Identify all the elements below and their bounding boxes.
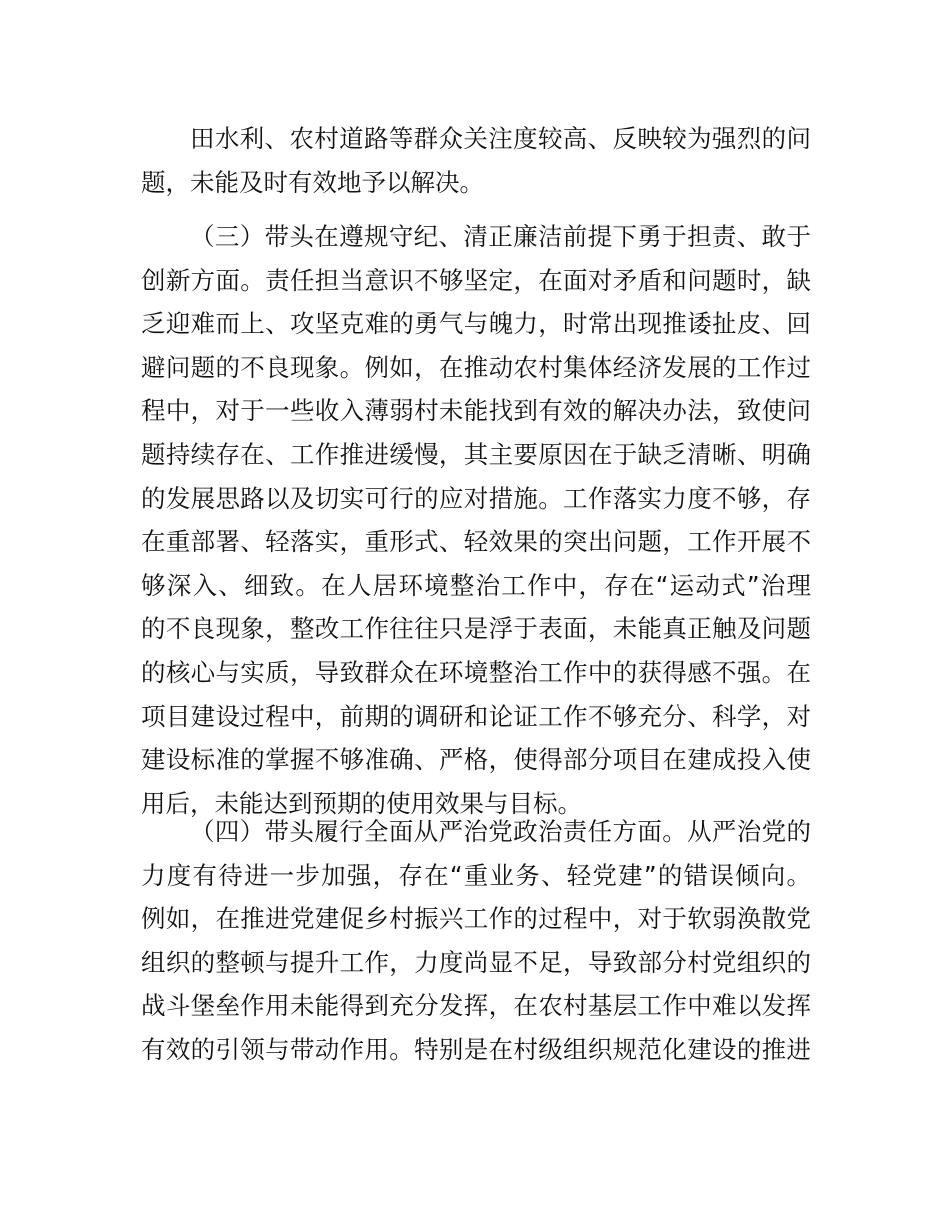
text-line: 有效的引领与带动作用。特别是在村级组织规范化建设的推进 <box>141 1034 811 1064</box>
text-line: 在重部署、轻落实，重形式、轻效果的突出问题，工作开展不 <box>141 527 811 557</box>
paragraph-continuation <box>141 117 811 204</box>
text-line: 的核心与实质，导致群众在环境整治工作中的获得感不强。在 <box>141 657 811 687</box>
text-line: 田水利、农村道路等群众关注度较高、反映较为强烈的问 <box>190 124 811 153</box>
text-line: 用后，未能达到预期的使用效果与目标。 <box>141 788 582 818</box>
text-line: 力度有待进一步加强，存在“重业务、轻党建”的错误倾向。 <box>141 860 811 890</box>
text-line: （四）带头履行全面从严治党政治责任方面。从严治党的 <box>190 817 811 846</box>
text-line: 够深入、细致。在人居环境整治工作中，存在“运动式”治理 <box>141 570 811 600</box>
text-line: 题持续存在、工作推进缓慢，其主要原因在于缺乏清晰、明确 <box>141 439 811 469</box>
text-line: 程中，对于一些收入薄弱村未能找到有效的解决办法，致使问 <box>141 396 811 426</box>
text-line: 创新方面。责任担当意识不够坚定，在面对矛盾和问题时，缺 <box>141 265 811 295</box>
text-line: 例如，在推进党建促乡村振兴工作的过程中，对于软弱涣散党 <box>141 904 811 934</box>
text-line: 组织的整顿与提升工作，力度尚显不足，导致部分村党组织的 <box>141 947 811 977</box>
text-line: 战斗堡垒作用未能得到充分发挥，在农村基层工作中难以发挥 <box>141 991 811 1021</box>
text-line: 项目建设过程中，前期的调研和论证工作不够充分、科学，对 <box>141 701 811 731</box>
text-line: 避问题的不良现象。例如，在推动农村集体经济发展的工作过 <box>141 352 811 382</box>
paragraph-section-three <box>141 215 811 825</box>
text-line: 的发展思路以及切实可行的应对措施。工作落实力度不够，存 <box>141 483 811 513</box>
text-line: 题，未能及时有效地予以解决。 <box>141 167 484 197</box>
text-line: 的不良现象，整改工作往往只是浮于表面，未能真正触及问题 <box>141 614 811 644</box>
paragraph-section-four <box>141 810 811 1072</box>
text-line: 乏迎难而上、攻坚克难的勇气与魄力，时常出现推诿扯皮、回 <box>141 309 811 339</box>
text-line: 建设标准的掌握不够准确、严格，使得部分项目在建成投入使 <box>141 745 811 775</box>
text-line: （三）带头在遵规守纪、清正廉洁前提下勇于担责、敢于 <box>190 222 811 251</box>
